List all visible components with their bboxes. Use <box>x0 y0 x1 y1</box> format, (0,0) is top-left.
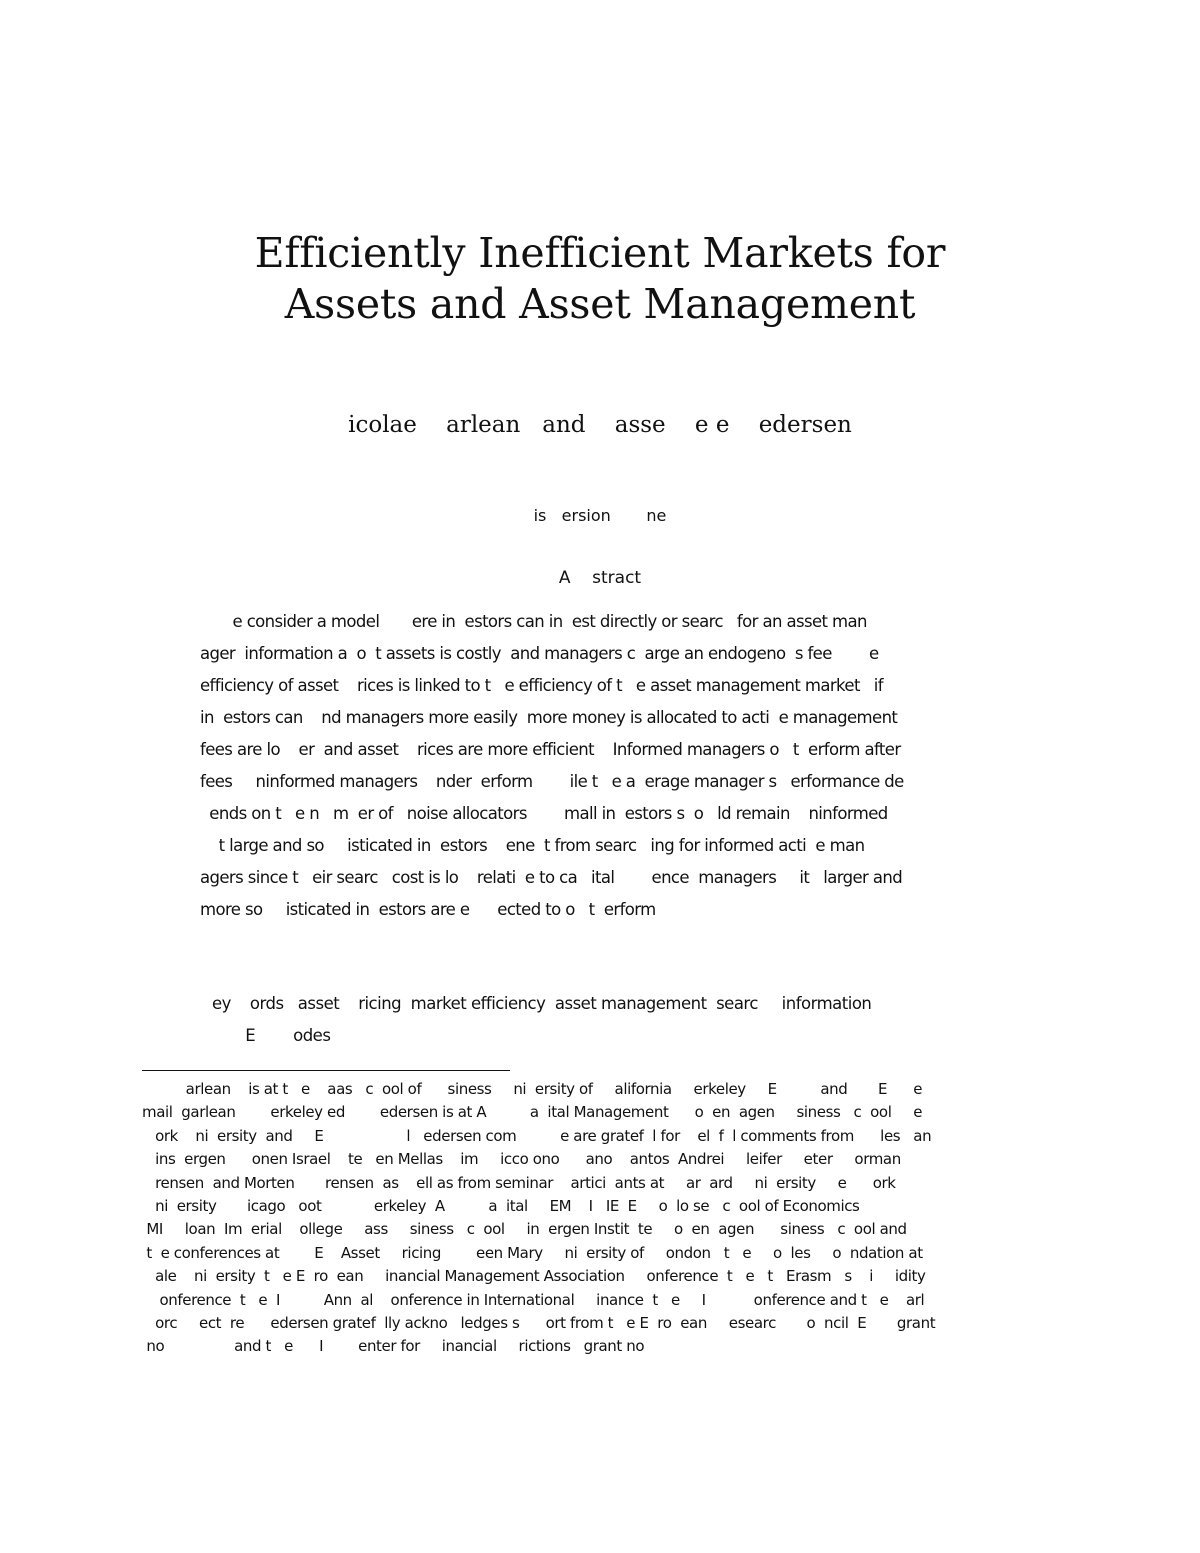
abstract-line: efficiency of asset rices is linked to t e efficiency of t e asset management market if <box>200 676 883 695</box>
jel-codes-line: E odes <box>212 1026 331 1045</box>
abstract-line: more so isticated in estors are e ected to o t erform <box>200 900 656 919</box>
abstract-heading: A stract <box>558 568 642 588</box>
author-list: icolae arlean and asse e e edersen <box>348 412 852 438</box>
title-line-2: Assets and Asset Management <box>284 280 916 328</box>
footnote-line: ins ergen onen Israel te en Mellas im icco ono ano antos Andrei leifer eter orman <box>142 1150 901 1169</box>
abstract-line: e consider a model ere in estors can in est directly or searc for an asset man <box>200 612 867 631</box>
abstract-line: ends on t e n m er of noise allocators mall in estors s o ld remain ninformed <box>200 804 888 823</box>
footnote-line: onference t e I Ann al onference in International inance t e I onference and t e arl <box>142 1290 925 1309</box>
footnote-line: no and t e I enter for inancial rictions grant no <box>142 1337 645 1356</box>
keywords-line: ey ords asset ricing market efficiency asset management searc information <box>212 994 872 1013</box>
footnote-line: rensen and Morten rensen as ell as from seminar artici ants at ar ard ni ersity e ork <box>142 1173 896 1192</box>
abstract-line: fees ninformed managers nder erform ile t e a erage manager s erformance de <box>200 772 904 791</box>
footnote-line: ork ni ersity and E l edersen com e are gratef l for el f l comments from les an <box>142 1126 932 1145</box>
footnote-line: ni ersity icago oot erkeley A a ital EM I IE E o lo se c ool of Economics <box>142 1196 860 1215</box>
footnote-line: t e conferences at E Asset ricing een Mary ni ersity of ondon t e o les o ndation at <box>142 1243 923 1262</box>
version-note: is ersion ne <box>533 506 667 525</box>
footnote-line: ale ni ersity t e E ro ean inancial Management Association onference t e t Erasm s i idity <box>142 1267 926 1286</box>
paper-title <box>0 228 1200 330</box>
abstract-line: fees are lo er and asset rices are more efficient Informed managers o t erform after <box>200 740 901 759</box>
footnote-line: arlean is at t e aas c ool of siness ni ersity of alifornia erkeley E and E e <box>142 1080 923 1098</box>
abstract-line: ager information a o t assets is costly and managers c arge an endogeno s fee e <box>200 644 879 663</box>
footnote-line: mail garlean erkeley ed edersen is at A a ital Management o en agen siness c ool e <box>142 1103 923 1122</box>
title-line-1: Efficiently Inefficient Markets for <box>254 229 946 277</box>
footnote-divider <box>142 1070 510 1071</box>
abstract-line: agers since t eir searc cost is lo relati e to ca ital ence managers it larger and <box>200 868 903 887</box>
keywords-block <box>212 988 871 1052</box>
footnote-line: orc ect re edersen gratef lly ackno ledges s ort from t e E ro ean esearc o ncil E grant <box>142 1313 936 1332</box>
abstract-body <box>200 606 1000 926</box>
abstract-line: in estors can nd managers more easily more money is allocated to acti e management <box>200 708 898 727</box>
footnote <box>142 1078 1062 1359</box>
footnote-line: MI loan Im erial ollege ass siness c ool in ergen Instit te o en agen siness c ool and <box>142 1220 907 1239</box>
abstract-line: t large and so isticated in estors ene t from searc ing for informed acti e man <box>200 836 865 855</box>
